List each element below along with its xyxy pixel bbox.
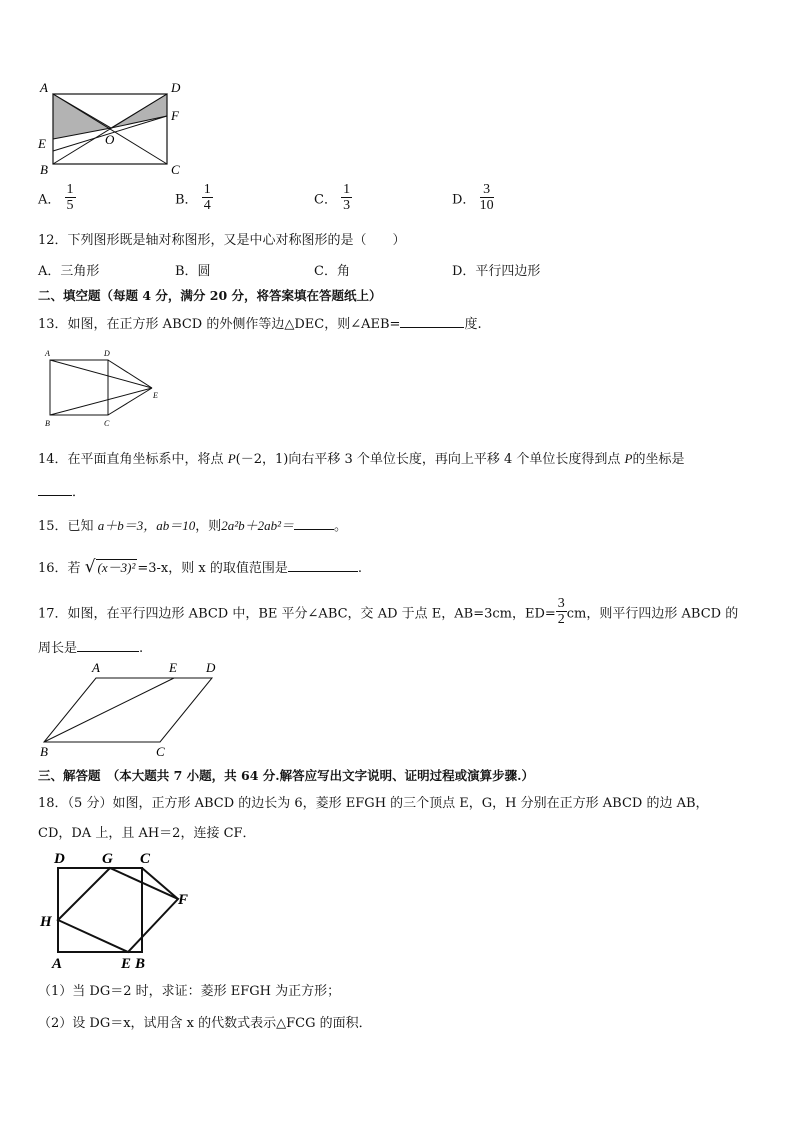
label-b: B [45, 419, 50, 428]
q12-option-a: A．三角形 [38, 264, 100, 279]
q17-line2-text: 周长是 [38, 641, 78, 656]
label-f: F [171, 108, 179, 123]
fraction: $\frac{1}{4}$ [203, 182, 211, 214]
label-o: O [105, 132, 115, 147]
label-b: B [135, 956, 146, 972]
label-a: A [40, 80, 48, 95]
label-d: D [104, 349, 110, 358]
option-letter: B． [175, 192, 198, 208]
label-a: A [45, 349, 50, 358]
q16-suffix: . [357, 561, 362, 576]
q17-text [38, 596, 738, 628]
q14-line2 [38, 481, 85, 500]
q11-option-b [175, 182, 213, 214]
q14-end: ． [72, 485, 86, 500]
option-letter: C． [314, 192, 337, 208]
answer-blank [294, 529, 334, 530]
figure-q11 [32, 78, 192, 178]
figure-q17 [36, 658, 236, 762]
segment-de [108, 360, 152, 388]
label-c: C [104, 419, 110, 428]
label-a: A [52, 956, 63, 972]
label-b: B [40, 744, 48, 759]
q12-option-d: D．平行四边形 [452, 264, 541, 279]
answer-blank [38, 495, 72, 496]
q15-suffix: 。 [334, 519, 348, 534]
segment-be [44, 678, 174, 742]
q18-part1: （1）当 DG＝2 时，求证：菱形 EFGH 为正方形； [38, 984, 341, 999]
answer-blank [288, 571, 358, 572]
q14-part1: 14．在平面直角坐标系中，将点 [38, 452, 228, 467]
q14-text [38, 448, 685, 467]
q13-text [38, 313, 482, 332]
label-d: D [54, 851, 65, 867]
label-c: C [156, 744, 165, 759]
point-p: P [624, 451, 633, 466]
label-g: G [102, 851, 113, 867]
q12-stem: 12．下列图形既是轴对称图形，又是中心对称图形的是（ ） [38, 233, 406, 248]
q16-after: =3-x，则 x 的取值范围是 [137, 561, 288, 576]
q15-prefix: 15．已知 [38, 519, 98, 534]
q17-part1: 17．如图，在平行四边形 ABCD 中，BE 平分∠ABC，交 AD 于点 E，AB=3cm，ED= [38, 606, 556, 622]
section-2-heading: 二、填空题（每题 4 分，满分 20 分，将答案填在答题纸上） [38, 288, 382, 303]
q11-option-c [314, 182, 352, 214]
parallelogram-abcd [44, 678, 212, 742]
q17-part2: cm，则平行四边形 ABCD 的 [566, 606, 739, 622]
label-e: E [38, 136, 46, 151]
point-coords: (－2，1) [235, 452, 289, 467]
answer-blank [77, 651, 139, 652]
q17-suffix: . [139, 641, 144, 656]
segment-ae [50, 360, 152, 388]
label-c: C [171, 162, 180, 177]
figure-q18 [36, 846, 206, 974]
option-letter: D． [452, 192, 476, 208]
q11-option-a [38, 182, 76, 214]
q16-text [38, 557, 362, 577]
q18-line2: CD，DA 上，且 AH＝2，连接 CF． [38, 826, 256, 841]
option-letter: A． [38, 192, 61, 208]
point-p: P [227, 451, 236, 466]
label-c: C [140, 851, 151, 867]
q13-after: 度. [464, 317, 482, 332]
q15-mid: ，则 [195, 519, 222, 534]
q15-expression: 2a²b＋2ab²＝ [221, 518, 295, 533]
rhombus-efgh [58, 868, 178, 952]
label-e: E [121, 956, 132, 972]
segment-cf [142, 868, 178, 899]
q18-line1: 18．（5 分）如图，正方形 ABCD 的边长为 6，菱形 EFGH 的三个顶点 E，G，H 分别在正方形 ABCD 的边 AB， [38, 796, 709, 811]
q15-condition: a＋b＝3，ab＝10 [97, 518, 196, 533]
q12-option-b: B．圆 [175, 264, 211, 279]
q18-part2: （2）设 DG＝x，试用含 x 的代数式表示△FCG 的面积． [38, 1016, 372, 1031]
q12-option-c: C．角 [314, 264, 350, 279]
section-3-heading: 三、解答题 （本大题共 7 小题，共 64 分.解答应写出文字说明、证明过程或演算步骤.） [38, 768, 534, 783]
figure-q13 [40, 346, 170, 430]
label-f: F [178, 892, 189, 908]
q15-text [38, 515, 347, 534]
fraction: $\frac{3}{2}$ [557, 596, 565, 628]
q11-option-d [452, 182, 494, 214]
label-h: H [40, 914, 52, 930]
fraction: $\frac{1}{5}$ [66, 182, 74, 214]
label-e: E [169, 660, 177, 675]
q14-part2: 向右平移 3 个单位长度，再向上平移 4 个单位长度得到点 [288, 452, 625, 467]
q13-before: 13．如图，在正方形 ABCD 的外侧作等边△DEC，则∠AEB= [38, 317, 401, 332]
label-d: D [171, 80, 181, 95]
q17-line2 [38, 637, 143, 656]
fraction: $\frac{3}{10}$ [479, 182, 494, 214]
label-e: E [153, 391, 158, 400]
label-a: A [92, 660, 100, 675]
label-b: B [40, 162, 48, 177]
label-d: D [206, 660, 216, 675]
segment-ce [108, 388, 152, 415]
fraction: $\frac{1}{3}$ [343, 182, 351, 214]
q16-prefix: 16．若 [38, 561, 85, 576]
sqrt-radicand: (x－3)² [97, 560, 136, 575]
segment-be [50, 388, 152, 415]
shaded-triangle-left [53, 94, 111, 139]
sqrt-symbol: √ [84, 557, 96, 577]
q14-part3: 的坐标是 [632, 452, 685, 467]
answer-blank [400, 327, 464, 328]
